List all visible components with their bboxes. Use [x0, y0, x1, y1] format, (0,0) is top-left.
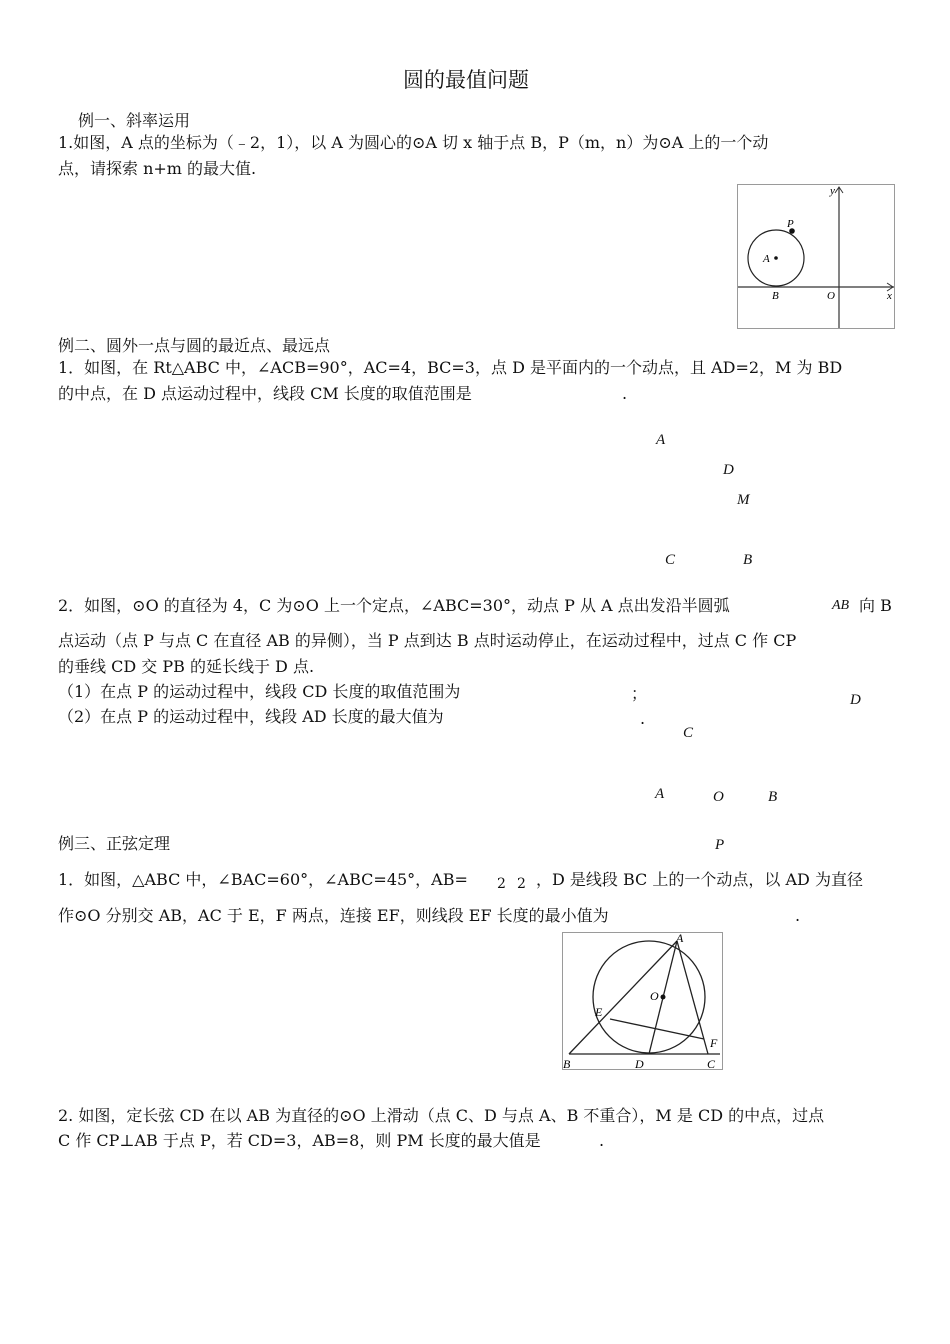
- problem-2-1-period: .: [622, 384, 628, 403]
- problem-3-2-period: .: [599, 1131, 605, 1150]
- fig-2-2-point-o: O: [713, 789, 724, 805]
- problem-3-1-line2: 作⊙O 分别交 AB，AC 于 E，F 两点，连接 EF，则线段 EF 长度的最小值为: [58, 906, 609, 925]
- problem-3-2-line2: C 作 CP⊥AB 于点 P，若 CD=3，AB=8，则 PM 长度的最大值是: [58, 1131, 541, 1150]
- point-p-label: P: [787, 218, 794, 230]
- x-axis-label: x: [887, 290, 892, 302]
- fig-2-2-point-d: D: [850, 692, 861, 708]
- point-b-label: B: [772, 290, 779, 302]
- problem-3-1-radical-coefficient: 2: [497, 876, 506, 892]
- problem-2-2-line1b: 向 B: [859, 596, 892, 615]
- problem-2-2-line1a: 2．如图，⊙O 的直径为 4，C 为⊙O 上一个定点，∠ABC=30°，动点 P 从 A 点出发沿半圆弧: [58, 596, 730, 615]
- fig-2-2-point-a: A: [655, 786, 665, 802]
- fig-2-2-point-b: B: [768, 789, 778, 805]
- section-heading-3: 例三、正弦定理: [58, 834, 171, 853]
- fig-3-1-point-b: B: [563, 1057, 571, 1069]
- section-heading-1: 例一、斜率运用: [78, 111, 191, 130]
- fig-3-1-point-o: O: [650, 989, 659, 1003]
- fig-2-1-point-b: B: [743, 552, 753, 568]
- fig-2-1-point-m: M: [737, 492, 750, 508]
- problem-3-1-line1b: ，D 是线段 BC 上的一个动点，以 AD 为直径: [536, 870, 863, 889]
- fig-3-1-point-f: F: [710, 1036, 718, 1050]
- fig-2-2-point-p: P: [715, 837, 725, 853]
- fig-3-1-point-a: A: [676, 933, 684, 945]
- problem-2-1-line2: 的中点，在 D 点运动过程中，线段 CM 长度的取值范围是: [58, 384, 472, 403]
- problem-2-2-q1: （1）在点 P 的运动过程中，线段 CD 长度的取值范围为: [58, 682, 461, 701]
- problem-3-2-line1: 2. 如图，定长弦 CD 在以 AB 为直径的⊙O 上滑动（点 C、D 与点 A、B 不重合），M 是 CD 的中点，过点: [58, 1106, 825, 1125]
- problem-2-2-q2-end: .: [640, 709, 646, 728]
- problem-2-2-line3: 的垂线 CD 交 PB 的延长线于 D 点.: [58, 657, 315, 676]
- y-axis-label: y: [830, 185, 835, 197]
- figure-coordinate-circle: [737, 184, 895, 329]
- fig-2-2-point-c: C: [683, 725, 694, 741]
- problem-2-1-line1: 1．如图，在 Rt△ABC 中，∠ACB=90°，AC=4，BC=3，点 D 是平面内的一个动点，且 AD=2，M 为 BD: [58, 358, 843, 377]
- point-a-label: A: [763, 253, 770, 265]
- fig-3-1-point-c: C: [707, 1057, 716, 1069]
- fig-3-1-point-d: D: [635, 1057, 644, 1069]
- problem-2-2-line2: 点运动（点 P 与点 C 在直径 AB 的异侧），当 P 点到达 B 点时运动停止，在运动过程中，过点 C 作 CP: [58, 631, 797, 650]
- fig-2-1-point-c: C: [665, 552, 676, 568]
- fig-3-1-point-e: E: [595, 1005, 603, 1019]
- page-title: 圆的最值问题: [403, 68, 529, 92]
- section-heading-2: 例二、圆外一点与圆的最近点、最远点: [58, 336, 331, 355]
- problem-2-2-q1-end: ；: [631, 684, 648, 703]
- problem-2-2-q2: （2）在点 P 的运动过程中，线段 AD 长度的最大值为: [58, 707, 444, 726]
- fig-2-1-point-d: D: [723, 462, 734, 478]
- problem-3-1-radical-value: 2: [517, 876, 526, 892]
- problem-1-1-line1: 1.如图，A 点的坐标为（﹣2，1），以 A 为圆心的⊙A 切 x 轴于点 B，P（m，n）为⊙A 上的一个动: [58, 133, 769, 152]
- problem-2-2-arc-ab: AB: [832, 598, 850, 613]
- problem-1-1-line2: 点，请探索 n+m 的最大值.: [58, 159, 257, 178]
- figure-triangle-circle: [562, 932, 723, 1070]
- problem-3-1-line1a: 1．如图，△ABC 中，∠BAC=60°，∠ABC=45°，AB=: [58, 870, 468, 889]
- fig-2-1-point-a: A: [656, 432, 666, 448]
- origin-label: O: [827, 290, 835, 302]
- problem-3-1-period: .: [795, 906, 801, 925]
